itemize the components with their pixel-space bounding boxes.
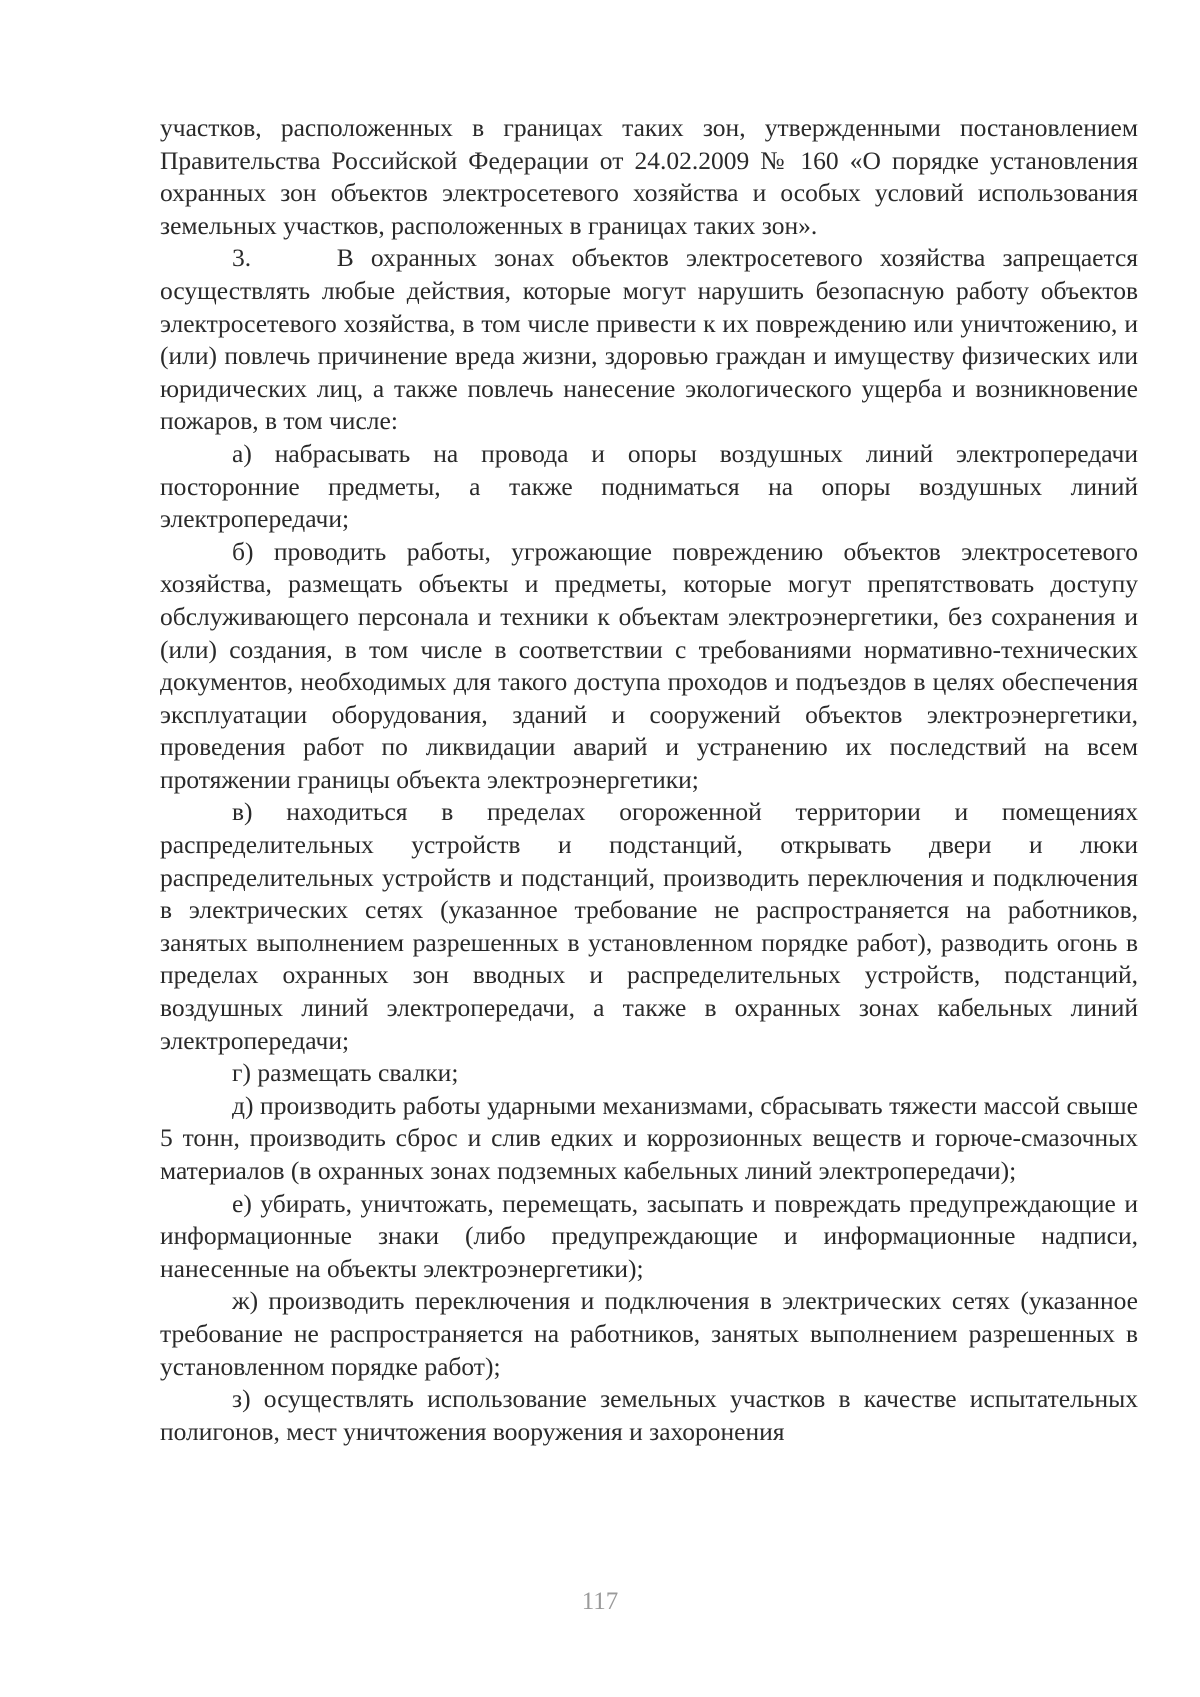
paragraph-continuation: участков, расположенных в границах таких зон, утвержденными постановлением Правительства Российской Федерации от 24.02.2009 № 160 «О порядке установления охранных зон объектов электросетевого хозяйства и особых условий использования земельных участков, расположенных в границах таких зон». <box>160 113 1138 240</box>
paragraph-item-a: а) набрасывать на провода и опоры воздушных линий электропередачи посторонние предметы, а также подниматься на опоры воздушных линий электропередачи; <box>160 438 1138 534</box>
paragraph-clause-3: 3. В охранных зонах объектов электросетевого хозяйства запрещается осуществлять любые действия, которые могут нарушить безопасную работу объектов электросетевого хозяйства, в том числе привести к их повреждению или уничтожению, и (или) повлечь причинение вреда жизни, здоровью граждан и имуществу физических или юридических лиц, а также повлечь нанесение экологического ущерба и возникновение пожаров, в том числе: <box>160 243 1145 436</box>
page-number: 117 <box>581 1588 619 1615</box>
paragraph-item-z: з) осуществлять использование земельных участков в качестве испытательных полигонов, мест уничтожения вооружения и захоронения <box>160 1384 1138 1446</box>
document-body <box>160 112 1145 1448</box>
paragraph-item-g: г) размещать свалки; <box>232 1058 459 1088</box>
paragraph-item-b: б) проводить работы, угрожающие повреждению объектов электросетевого хозяйства, размещать объекты и предметы, которые могут препятствовать доступу обслуживающего персонала и техники к объектам электроэнергетики, без сохранения и (или) создания, в том числе в соответствии с требованиями нормативно-технических документов, необходимых для такого доступа проходов и подъездов в целях обеспечения эксплуатации оборудования, зданий и сооружений объектов электроэнергетики, проведения работ по ликвидации аварий и устранению их последствий на всем протяжении границы объекта электроэнергетики; <box>160 536 1138 794</box>
paragraph-item-v: в) находиться в пределах огороженной территории и помещениях распределительных устройств и подстанций, открывать двери и люки распределительных устройств и подстанций, производить переключения и подключения в электрических сетях (указанное требование не распространяется на работников, занятых выполнением разрешенных в установленном порядке работ), разводить огонь в пределах охранных зон вводных и распределительных устройств, подстанций, воздушных линий электропередачи, а также в охранных зонах кабельных линий электропередачи; <box>160 797 1138 1055</box>
paragraph-item-zh: ж) производить переключения и подключения в электрических сетях (указанное требование не распространяется на работников, занятых выполнением разрешенных в установленном порядке работ); <box>160 1286 1138 1381</box>
paragraph-item-d: д) производить работы ударными механизмами, сбрасывать тяжести массой свыше 5 тонн, производить сброс и слив едких и коррозионных веществ и горюче-смазочных материалов (в охранных зонах подземных кабельных линий электропередачи); <box>160 1090 1138 1185</box>
paragraph-item-e: е) убирать, уничтожать, перемещать, засыпать и повреждать предупреждающие и информационные знаки (либо предупреждающие и информационные надписи, нанесенные на объекты электроэнергетики); <box>160 1188 1138 1283</box>
